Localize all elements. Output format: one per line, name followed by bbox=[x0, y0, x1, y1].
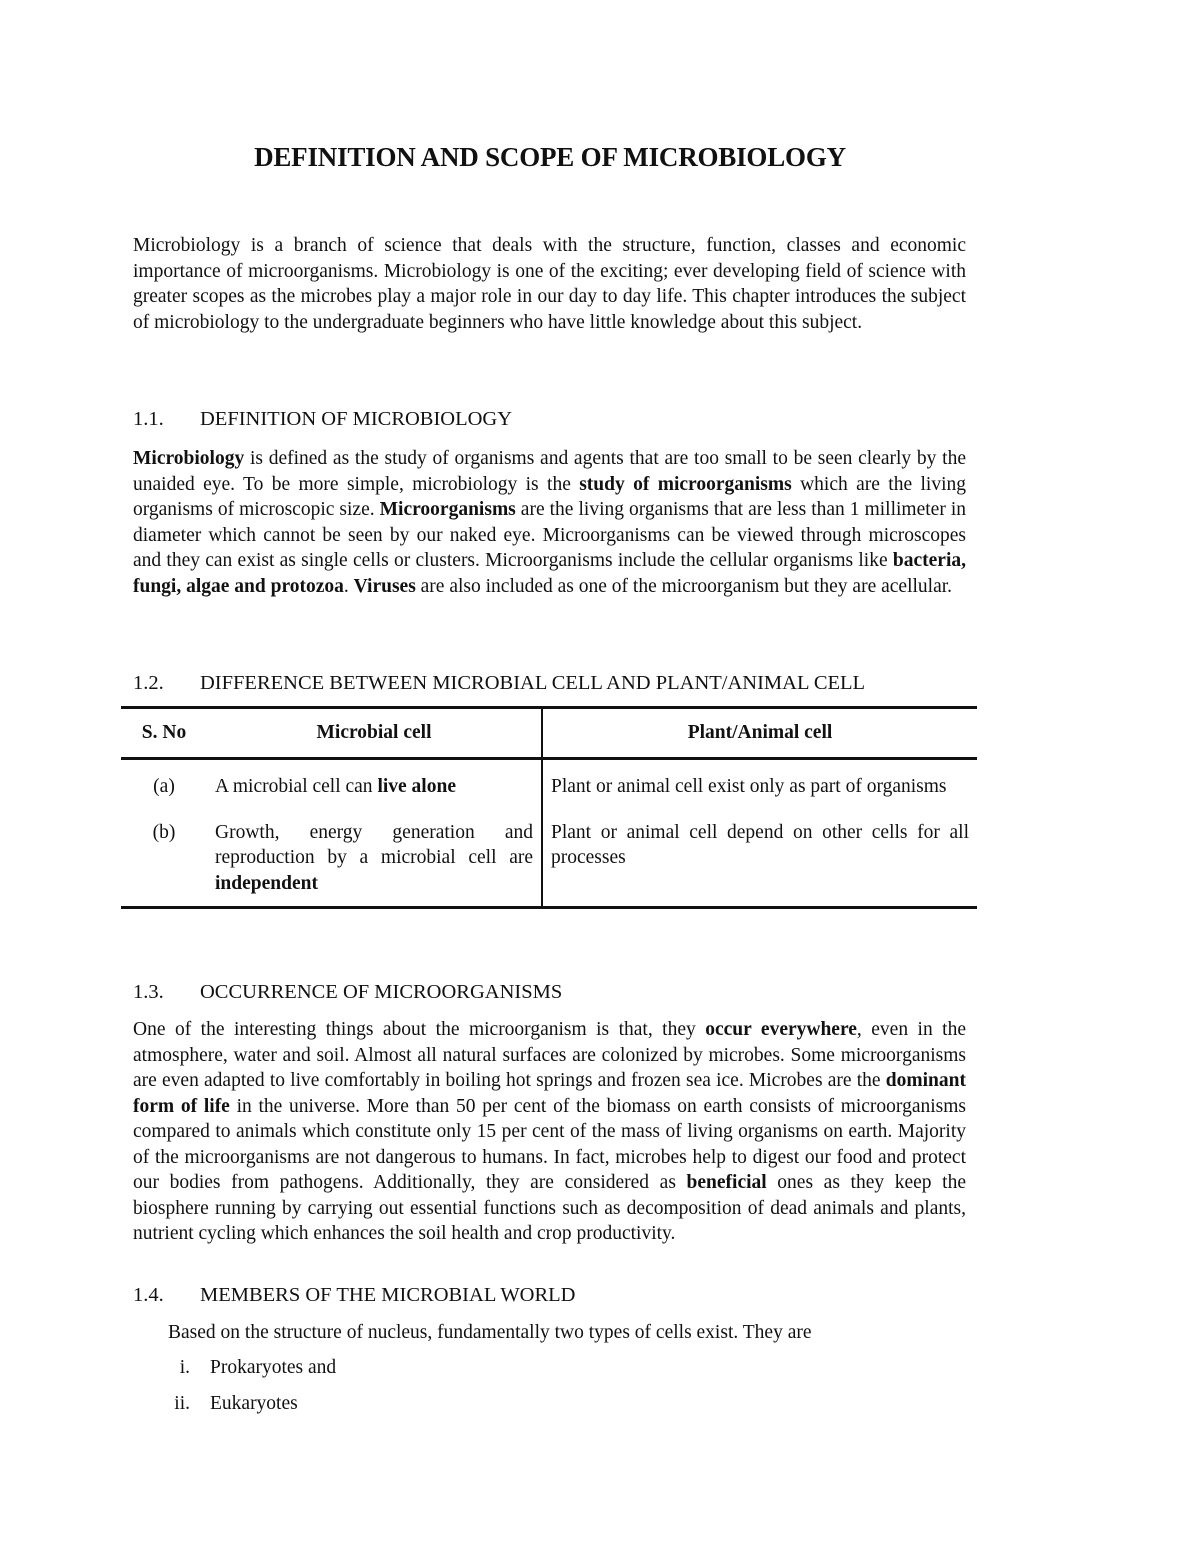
bold-term: Microbiology bbox=[133, 448, 245, 469]
members-intro: Based on the structure of nucleus, fundamentally two types of cells exist. They are bbox=[168, 1322, 812, 1343]
table-row bbox=[121, 759, 977, 820]
bold-term: live alone bbox=[377, 776, 456, 797]
list-item bbox=[90, 1393, 298, 1415]
section-title: DEFINITION OF MICROBIOLOGY bbox=[200, 408, 513, 430]
list-marker: i. bbox=[179, 1357, 190, 1378]
section-number: 1.4. bbox=[133, 1284, 164, 1306]
column-header: Microbial cell bbox=[207, 708, 542, 759]
comparison-table bbox=[121, 706, 977, 909]
table-cell-microbial: Growth, energy generation and reproduction by a microbial cell are independent bbox=[207, 820, 542, 908]
table-cell-microbial: A microbial cell can live alone bbox=[207, 759, 542, 820]
section-title: DIFFERENCE BETWEEN MICROBIAL CELL AND PLANT/ANIMAL CELL bbox=[200, 672, 866, 694]
table-cell-sno: (b) bbox=[152, 821, 176, 843]
section-title: MEMBERS OF THE MICROBIAL WORLD bbox=[200, 1284, 576, 1306]
section-number: 1.3. bbox=[133, 981, 164, 1003]
list-text: Eukaryotes bbox=[210, 1393, 298, 1414]
intro-paragraph: Microbiology is a branch of science that deals with the structure, function, classes and economic importance of microorganisms. Microbiology is one of the exciting; ever developing field of science with greater scopes as the microbes play a major role in our day to day life. This chapter introduces the subject of microbiology to the undergraduate beginners who have little knowledge about this subject. bbox=[133, 235, 966, 333]
bold-term: Microorganisms bbox=[379, 499, 516, 520]
section-heading-1-4 bbox=[133, 1284, 576, 1307]
bold-term: study of microorganisms bbox=[579, 473, 792, 495]
definition-paragraph: Microbiology is defined as the study of organisms and agents that are too small to be seen clearly by the unaided eye. To be more simple, microbiology is the study of microorganisms which are the living organisms of microscopic size. Microorganisms are the living organisms that are less than 1 millimeter in diameter which cannot be seen by our naked eye. Microorganisms can be viewed through microscopes and they can exist as single cells or clusters. Microorganisms include the cellular organisms like bacteria, fungi, algae and protozoa. Viruses are also included as one of the microorganism but they are acellular. bbox=[133, 448, 967, 597]
table-cell-plant: Plant or animal cell depend on other cells for all processes bbox=[551, 821, 969, 868]
table-cell-plant: Plant or animal cell exist only as part of organisms bbox=[551, 776, 947, 797]
section-number: 1.2. bbox=[133, 672, 164, 694]
list-text: Prokaryotes and bbox=[210, 1357, 337, 1378]
bold-term: Viruses bbox=[353, 575, 416, 597]
table-row bbox=[121, 820, 977, 908]
bold-term: dominant form of life bbox=[133, 1070, 966, 1117]
list-item bbox=[90, 1357, 336, 1379]
section-heading-1-3 bbox=[133, 981, 562, 1004]
column-header: S. No bbox=[121, 708, 207, 759]
section-heading-1-1 bbox=[133, 408, 512, 431]
page-title: DEFINITION AND SCOPE OF MICROBIOLOGY bbox=[254, 142, 846, 172]
occurrence-paragraph: One of the interesting things about the microorganism is that, they occur everywhere, even in the atmosphere, water and soil. Almost all natural surfaces are colonized by microbes. Some microorganisms are even adapted to live comfortably in boiling hot springs and frozen sea ice. Microbes are the dominant form of life in the universe. More than 50 per cent of the biomass on earth consists of microorganisms compared to animals which constitute only 15 per cent of the mass of living organisms on earth. Majority of the microorganisms are not dangerous to humans. In fact, microbes help to digest our food and protect our bodies from pathogens. Additionally, they are considered as beneficial ones as they keep the biosphere running by carrying out essential functions such as decomposition of dead animals and plants, nutrient cycling which enhances the soil health and crop productivity. bbox=[133, 1019, 966, 1244]
bold-term: bacteria, fungi, algae and protozoa bbox=[133, 550, 966, 597]
section-title: OCCURRENCE OF MICROORGANISMS bbox=[200, 981, 563, 1003]
column-header: Plant/Animal cell bbox=[542, 708, 977, 759]
list-marker: ii. bbox=[174, 1393, 190, 1414]
section-number: 1.1. bbox=[133, 408, 164, 430]
bold-term: independent bbox=[215, 872, 318, 894]
section-heading-1-2 bbox=[133, 672, 865, 695]
table-header-row bbox=[121, 708, 977, 759]
bold-term: beneficial bbox=[686, 1172, 767, 1193]
bold-term: occur everywhere bbox=[705, 1019, 857, 1040]
table-cell-sno: (a) bbox=[153, 776, 175, 797]
